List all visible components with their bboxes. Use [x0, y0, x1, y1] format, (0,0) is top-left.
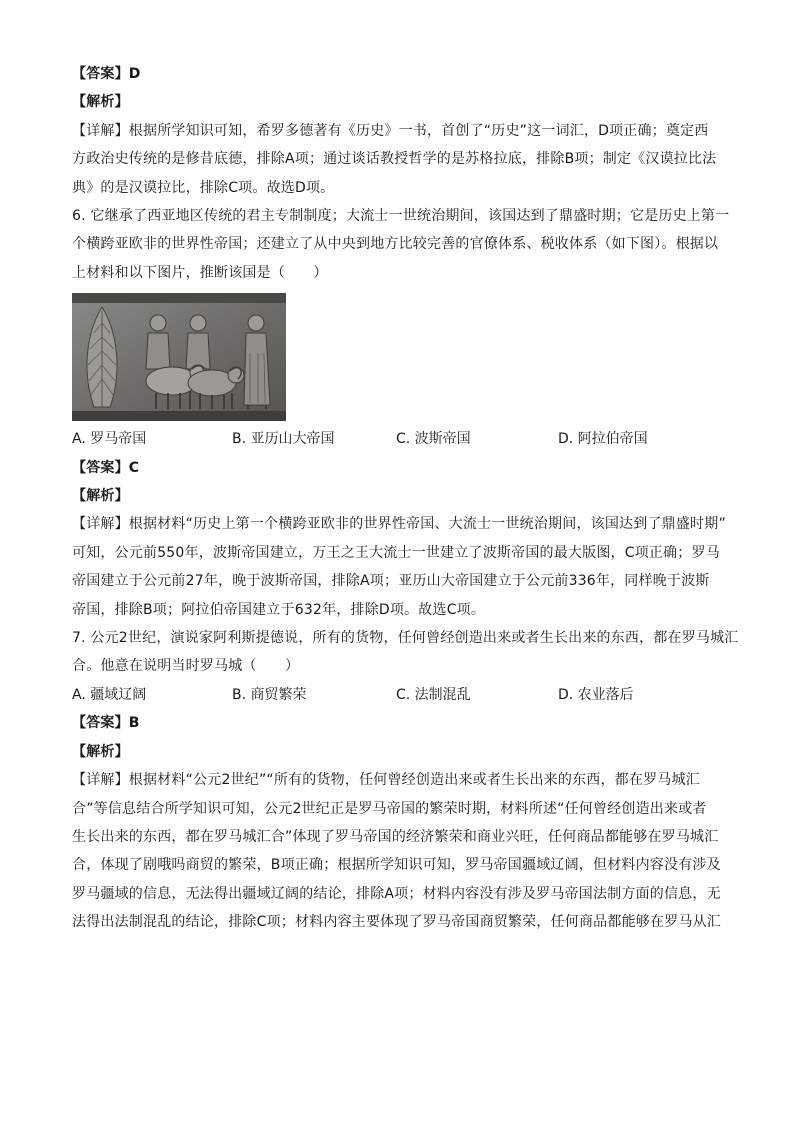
- q7-options: [72, 681, 726, 709]
- q6-option-d[interactable]: D. 阿拉伯帝国: [558, 431, 648, 448]
- persian-relief-image: [72, 293, 286, 421]
- q7-stem-line: 合。他意在说明当时罗马城（ ）: [72, 658, 300, 675]
- q5-detail-line: 方政治史传统的是修昔底德，排除A项；通过谈话教授哲学的是苏格拉底，排除B项；制定《汉谟拉比法: [72, 151, 717, 168]
- q5-analysis-label: 【解析】: [72, 94, 129, 111]
- q7-detail-line: 【详解】根据材料“公元2世纪”“所有的货物，任何曾经创造出来或者生长出来的东西，都在罗马城汇: [72, 772, 700, 789]
- q6-analysis-label: 【解析】: [72, 488, 129, 505]
- document-page: [72, 60, 739, 937]
- q5-answer: 【答案】D: [72, 66, 141, 82]
- q6-option-c[interactable]: C. 波斯帝国: [396, 431, 471, 448]
- relief-illustration: [72, 293, 286, 421]
- q6-detail-line: 可知，公元前550年，波斯帝国建立，万王之王大流士一世建立了波斯帝国的最大版图，C项正确；罗马: [72, 544, 720, 561]
- q5-detail-line: 典》的是汉谟拉比，排除C项。故选D项。: [72, 179, 335, 196]
- q6-answer: 【答案】C: [72, 459, 140, 476]
- q7-option-b[interactable]: B. 商贸繁荣: [232, 686, 307, 703]
- q7-option-d[interactable]: D. 农业落后: [558, 686, 634, 703]
- q6-detail-line: 【详解】根据材料“历史上第一个横跨亚欧非的世界性帝国、大流士一世统治期间，该国达到了鼎盛时期”: [72, 516, 726, 533]
- q7-stem-line: 7. 公元2世纪，演说家阿利斯提德说，所有的货物，任何曾经创造出来或者生长出来的东西，都在罗马城汇: [72, 630, 739, 647]
- q6-option-a[interactable]: A. 罗马帝国: [72, 431, 147, 448]
- q6-detail-line: 帝国，排除B项；阿拉伯帝国建立于632年，排除D项。故选C项。: [72, 601, 486, 618]
- q7-detail-line: 生长出来的东西，都在罗马城汇合”体现了罗马帝国的经济繁荣和商业兴旺，任何商品都能够在罗马城汇: [72, 828, 719, 845]
- q6-stem-line: 个横跨亚欧非的世界性帝国；还建立了从中央到地方比较完善的官僚体系、税收体系（如下图）。根据以: [72, 236, 719, 253]
- q6-options: [72, 425, 726, 453]
- q7-detail-line: 合”等信息结合所学知识可知，公元2世纪正是罗马帝国的繁荣时期，材料所述“任何曾经创造出来或者: [72, 800, 707, 817]
- q6-detail-line: 帝国建立于公元前27年，晚于波斯帝国，排除A项；亚历山大帝国建立于公元前336年，同样晚于波斯: [72, 573, 710, 590]
- q7-answer: 【答案】B: [72, 715, 140, 732]
- q6-stem-line: 6. 它继承了西亚地区传统的君主专制制度；大流士一世统治期间，该国达到了鼎盛时期；它是历史上第一: [72, 208, 730, 225]
- q7-detail-line: 合，体现了剧哦吗商贸的繁荣，B项正确；根据所学知识可知，罗马帝国疆域辽阔，但材料内容没有涉及: [72, 857, 721, 874]
- q7-option-a[interactable]: A. 疆域辽阔: [72, 686, 147, 703]
- q6-option-b[interactable]: B. 亚历山大帝国: [232, 431, 335, 448]
- q7-detail-line: 罗马疆域的信息，无法得出疆域辽阔的结论，排除A项；材料内容没有涉及罗马帝国法制方面的信息，无: [72, 885, 721, 902]
- q7-option-c[interactable]: C. 法制混乱: [396, 686, 471, 703]
- q7-analysis-label: 【解析】: [72, 743, 129, 760]
- q5-detail-line: 【详解】根据所学知识可知，希罗多德著有《历史》一书，首创了“历史”这一词汇，D项正确；奠定西: [72, 122, 709, 139]
- q6-stem-line: 上材料和以下图片，推断该国是（ ）: [72, 264, 328, 281]
- q7-detail-line: 法得出法制混乱的结论，排除C项；材料内容主要体现了罗马帝国商贸繁荣，任何商品都能够在罗马从汇: [72, 914, 721, 931]
